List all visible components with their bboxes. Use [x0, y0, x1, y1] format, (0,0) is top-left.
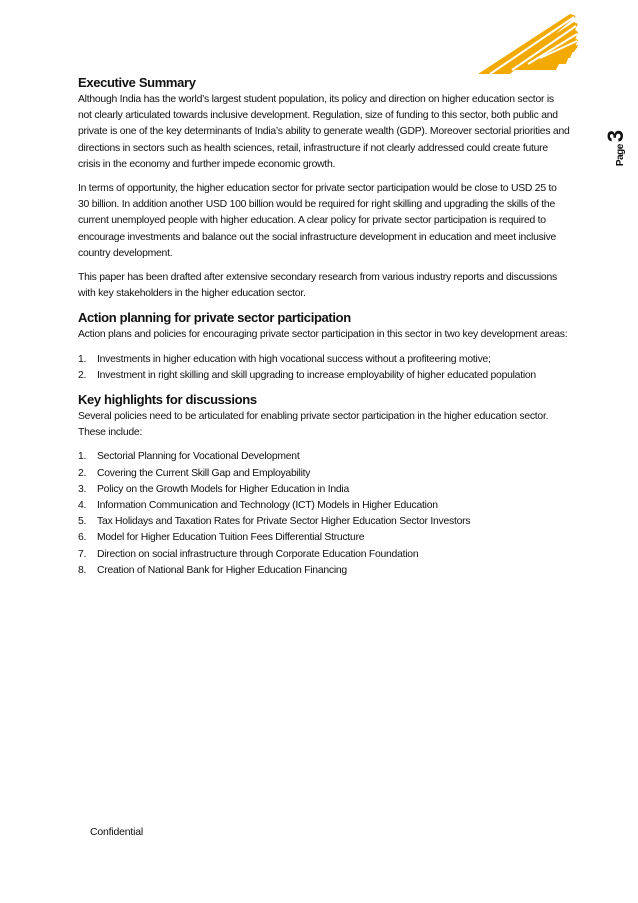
list-item-number: 1.	[78, 353, 87, 365]
list-item-text: Covering the Current Skill Gap and Employability	[97, 467, 311, 479]
page-number	[596, 118, 636, 178]
list-item-number: 4.	[78, 500, 87, 512]
list-item	[78, 530, 570, 546]
key-highlights-list	[78, 449, 570, 579]
key-highlights-heading: Key highlights for discussions	[78, 392, 257, 408]
action-planning-heading: Action planning for private sector participation	[78, 310, 351, 326]
executive-summary-paragraph-1: Although India has the world’s largest student population, its policy and direction on higher education sector is not clearly articulated towards inclusive development. Regulation, size of funding to this sector, both public and private is one of the key determinants of India’s ability to generate wealth (GDP). Moreover sectorial priorities and directions in sectors such as health sciences, retail, infrastructure if not clearly addressed could create future crisis in the economy and further impede economic growth.	[78, 94, 570, 170]
executive-summary-heading: Executive Summary	[78, 75, 196, 90]
action-planning-list	[78, 352, 570, 384]
list-item-text: Investments in higher education with high vocational success without a profiteering motive;	[97, 353, 491, 365]
sunburst-logo-icon	[470, 14, 580, 74]
list-item-number: 3.	[78, 483, 87, 495]
footer-confidential: Confidential	[90, 826, 144, 838]
list-item-number: 6.	[78, 532, 87, 544]
list-item	[78, 547, 570, 563]
list-item-text: Information Communication and Technology (ICT) Models in Higher Education	[97, 500, 438, 512]
list-item-text: Direction on social infrastructure through Corporate Education Foundation	[97, 548, 419, 560]
list-item	[78, 352, 570, 368]
list-item	[78, 563, 570, 579]
page-number-label: Page	[615, 144, 626, 167]
list-item-text: Sectorial Planning for Vocational Development	[97, 451, 300, 463]
list-item-number: 2.	[78, 369, 87, 381]
list-item-text: Investment in right skilling and skill upgrading to increase employability of higher educated population	[97, 369, 536, 381]
list-item	[78, 514, 570, 530]
list-item-text: Model for Higher Education Tuition Fees Differential Structure	[97, 532, 365, 544]
executive-summary-paragraph-2: In terms of opportunity, the higher education sector for private sector participation would be close to USD 25 to 30 billion. In addition another USD 100 billion would be required for right skilling and upgrading the skills of the current unemployed people with higher education. A clear policy for private sector participation is required to encourage investments and balance out the social infrastructure development in education and meet inclusive country development.	[78, 183, 557, 259]
list-item	[78, 368, 570, 384]
page-number-digit: 3	[603, 129, 628, 143]
executive-summary-paragraph-3: This paper has been drafted after extensive secondary research from various industry reports and discussions with key stakeholders in the higher education sector.	[78, 272, 557, 300]
list-item-text: Policy on the Growth Models for Higher Education in India	[97, 483, 350, 495]
list-item-text: Tax Holidays and Taxation Rates for Private Sector Higher Education Sector Investors	[97, 516, 471, 528]
list-item	[78, 449, 570, 465]
list-item-number: 5.	[78, 516, 87, 528]
list-item-number: 2.	[78, 467, 87, 479]
list-item-number: 8.	[78, 564, 87, 576]
list-item	[78, 498, 570, 514]
list-item-number: 1.	[78, 451, 87, 463]
action-planning-intro: Action plans and policies for encouraging private sector participation in this sector in two key development areas:	[78, 329, 568, 341]
key-highlights-intro: Several policies need to be articulated for enabling private sector participation in the higher education sector. These include:	[78, 411, 549, 439]
document-body	[78, 74, 570, 579]
list-item	[78, 482, 570, 498]
list-item-number: 7.	[78, 548, 87, 560]
list-item	[78, 466, 570, 482]
list-item-text: Creation of National Bank for Higher Education Financing	[97, 564, 347, 576]
